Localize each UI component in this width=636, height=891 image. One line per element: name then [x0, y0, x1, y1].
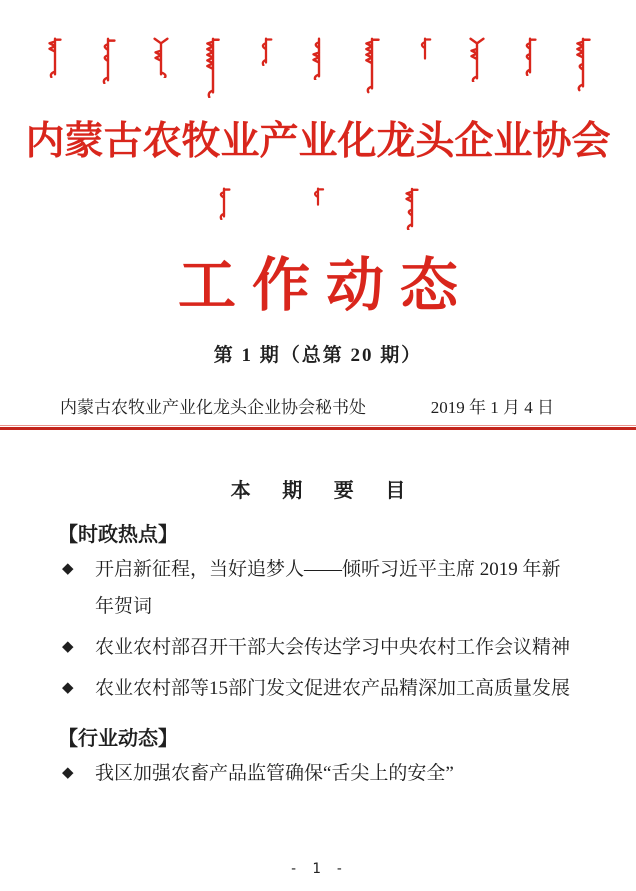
- mongolian-glyph-icon: [308, 36, 330, 80]
- bullet-diamond-icon: ◆: [62, 561, 74, 577]
- mongolian-glyph-icon: [361, 36, 383, 94]
- toc-item: [62, 629, 572, 666]
- toc-item: [62, 670, 572, 707]
- toc-item: [62, 551, 572, 625]
- contents-heading: 本 期 要 目: [230, 480, 419, 502]
- toc-item-text: 开启新征程，当好追梦人——倾听习近平主席 2019 年新年贺词: [95, 559, 561, 617]
- mongolian-glyph-icon: [255, 36, 277, 66]
- bullet-diamond-icon: ◆: [62, 639, 74, 655]
- mongolian-glyph-icon: [308, 186, 328, 208]
- org-name-title: 内蒙古农牧业产业化龙头企业协会: [25, 120, 611, 163]
- bullet-diamond-icon: ◆: [62, 765, 74, 781]
- newsletter-title: 工作动态: [177, 253, 474, 318]
- mongolian-glyph-icon: [402, 186, 422, 230]
- mongolian-glyph-icon: [202, 36, 224, 98]
- mongolian-glyph-icon: [97, 36, 119, 84]
- mongolian-glyph-icon: [44, 36, 66, 78]
- publisher-name: 内蒙古农牧业产业化龙头企业协会秘书处: [60, 398, 366, 417]
- mongolian-glyph-icon: [214, 186, 234, 220]
- page-number: - 1 -: [289, 861, 347, 877]
- mongolian-glyph-icon: [414, 36, 436, 62]
- toc-item-text: 我区加强农畜产品监管确保“舌尖上的安全”: [95, 763, 454, 784]
- mongolian-script-subtitle: [0, 186, 636, 234]
- red-divider: [0, 425, 636, 430]
- publisher-row: [0, 393, 636, 418]
- issue-date: 2019 年 1 月 4 日: [430, 398, 554, 417]
- mongolian-glyph-icon: [150, 36, 172, 78]
- toc-item-text: 农业农村部等15部门发文促进农产品精深加工高质量发展: [95, 678, 571, 699]
- mongolian-script-banner: [44, 36, 594, 102]
- toc-item-text: 农业农村部召开干部大会传达学习中央农村工作会议精神: [95, 637, 571, 658]
- mongolian-glyph-icon: [572, 36, 594, 92]
- mongolian-glyph-icon: [466, 36, 488, 82]
- toc-item: [62, 755, 572, 792]
- section-label-industry: 【行业动态】: [58, 728, 178, 750]
- mongolian-glyph-icon: [519, 36, 541, 76]
- bullet-diamond-icon: ◆: [62, 680, 74, 696]
- issue-number: 第 1 期（总第 20 期）: [213, 345, 423, 366]
- section-label-politics: 【时政热点】: [58, 524, 178, 546]
